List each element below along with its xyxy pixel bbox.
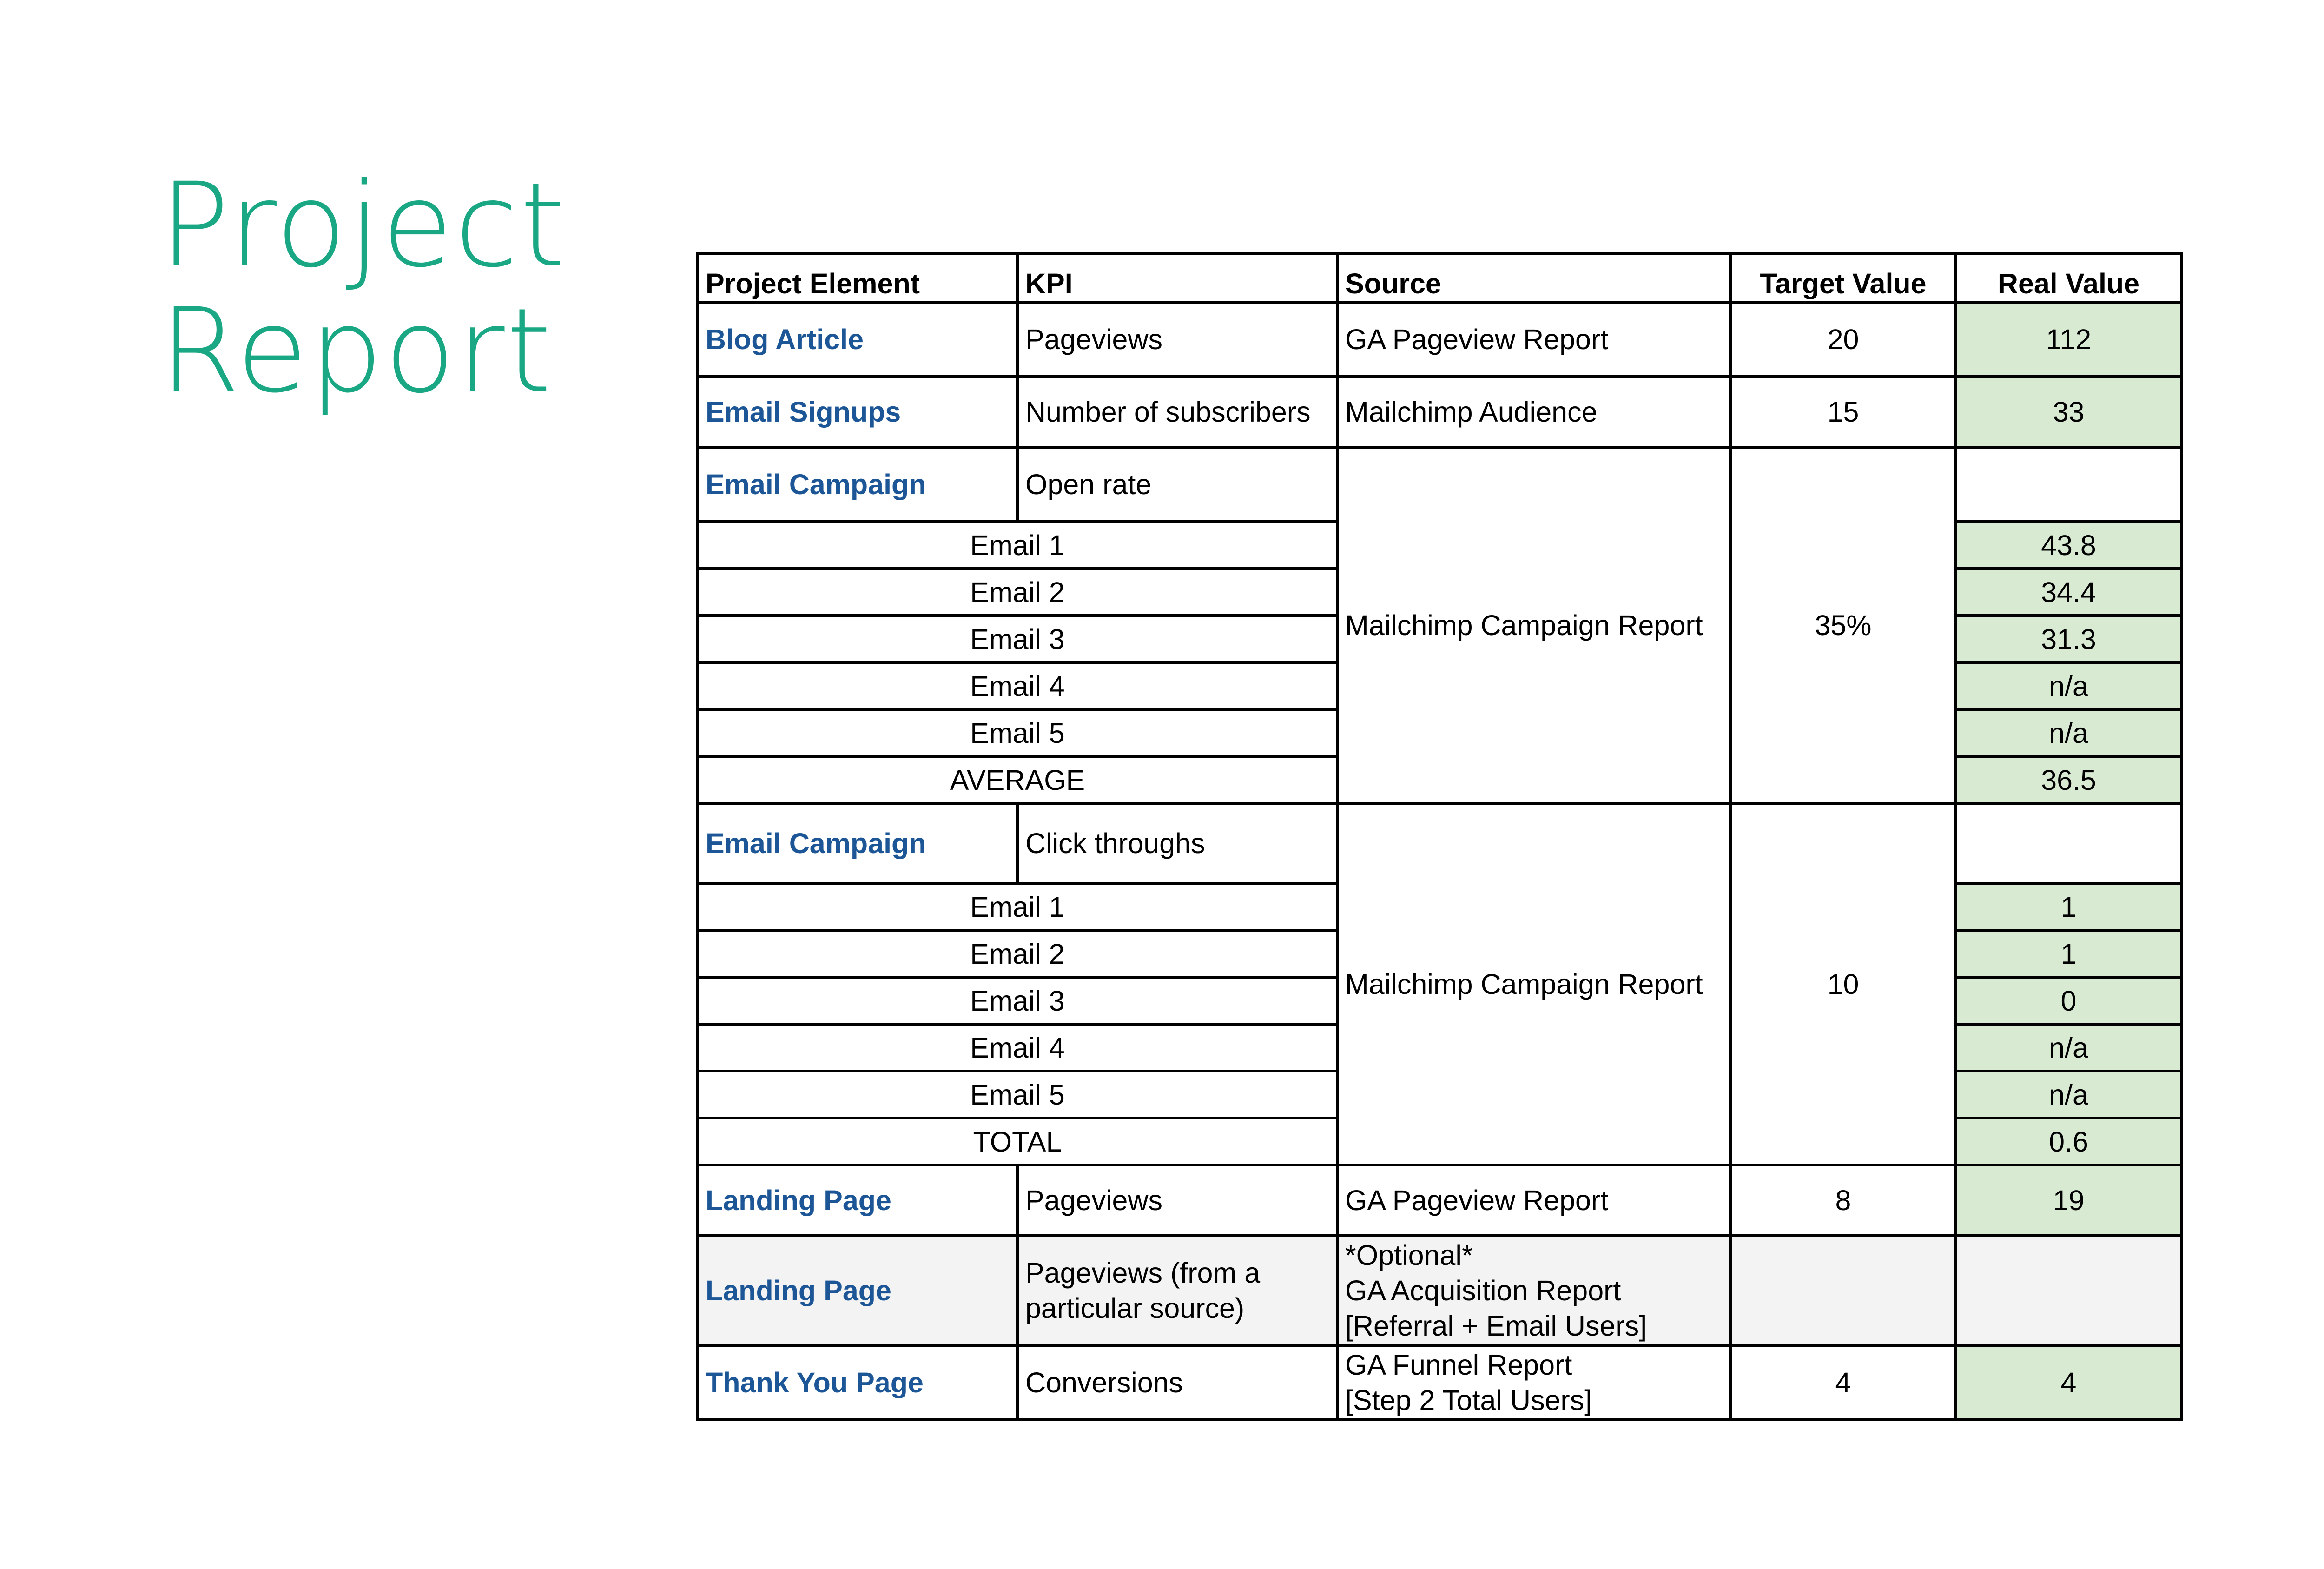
sub-row-label: Email 3 [698,616,1337,662]
element-email-campaign: Email Campaign [698,803,1017,883]
sub-row-label: Email 2 [698,930,1337,977]
source-line: *Optional* [1345,1239,1473,1271]
target-value-cell [1730,1236,1956,1345]
kpi-line: Pageviews (from a [1025,1257,1261,1289]
sub-row-label: Email 4 [698,662,1337,709]
header-project-element: Project Element [698,254,1017,302]
target-value-cell: 10 [1730,803,1956,1165]
title-line-1: Project [159,158,567,293]
real-value-cell: 1 [1956,930,2181,977]
kpi-cell: Number of subscribers [1017,377,1337,447]
real-value-cell: 4 [1956,1345,2181,1420]
element-landing-page: Landing Page [698,1236,1017,1345]
source-cell: GA Pageview Report [1337,1165,1730,1236]
table-row [698,803,2181,883]
title-line-2: Report [159,283,553,418]
source-cell: Mailchimp Campaign Report [1337,803,1730,1165]
table-row [698,302,2181,377]
sub-row-label: Email 5 [698,1071,1337,1118]
target-value-cell: 35% [1730,447,1956,803]
project-report-table [696,252,2183,1421]
sub-row-label: Email 2 [698,569,1337,616]
target-value-cell: 4 [1730,1345,1956,1420]
real-value-cell: n/a [1956,1071,2181,1118]
real-value-cell: 43.8 [1956,522,2181,569]
page-title [159,158,567,418]
header-real-value: Real Value [1956,254,2181,302]
real-value-cell: n/a [1956,662,2181,709]
kpi-cell [1017,1236,1337,1345]
header-source: Source [1337,254,1730,302]
real-value-cell: 33 [1956,377,2181,447]
kpi-cell: Open rate [1017,447,1337,522]
kpi-line: particular source) [1025,1292,1245,1324]
source-cell: GA Pageview Report [1337,302,1730,377]
average-label: AVERAGE [698,756,1337,803]
kpi-cell: Conversions [1017,1345,1337,1420]
real-value-cell: 0 [1956,977,2181,1024]
average-value: 36.5 [1956,756,2181,803]
element-blog-article: Blog Article [698,302,1017,377]
real-value-cell [1956,447,2181,522]
real-value-cell [1956,1236,2181,1345]
sub-row-label: Email 1 [698,522,1337,569]
real-value-cell: n/a [1956,709,2181,756]
source-cell: Mailchimp Audience [1337,377,1730,447]
real-value-cell: 1 [1956,883,2181,930]
source-line: GA Funnel Report [1345,1349,1572,1381]
element-thank-you-page: Thank You Page [698,1345,1017,1420]
element-landing-page: Landing Page [698,1165,1017,1236]
table-row [698,1165,2181,1236]
kpi-cell: Pageviews [1017,302,1337,377]
source-line: [Referral + Email Users] [1345,1310,1647,1342]
total-label: TOTAL [698,1118,1337,1165]
real-value-cell: 19 [1956,1165,2181,1236]
source-cell [1337,1345,1730,1420]
target-value-cell: 8 [1730,1165,1956,1236]
table-header-row [698,254,2181,302]
source-cell: Mailchimp Campaign Report [1337,447,1730,803]
table-row [698,377,2181,447]
source-line: [Step 2 Total Users] [1345,1384,1592,1416]
source-line: GA Acquisition Report [1345,1275,1621,1306]
table-row [698,447,2181,522]
kpi-cell: Click throughs [1017,803,1337,883]
element-email-signups: Email Signups [698,377,1017,447]
sub-row-label: Email 3 [698,977,1337,1024]
header-kpi: KPI [1017,254,1337,302]
sub-row-label: Email 1 [698,883,1337,930]
target-value-cell: 20 [1730,302,1956,377]
total-value: 0.6 [1956,1118,2181,1165]
real-value-cell: n/a [1956,1024,2181,1071]
real-value-cell [1956,803,2181,883]
table-row [698,1345,2181,1420]
source-cell [1337,1236,1730,1345]
element-email-campaign: Email Campaign [698,447,1017,522]
real-value-cell: 31.3 [1956,616,2181,662]
real-value-cell: 34.4 [1956,569,2181,616]
table-row [698,1236,2181,1345]
kpi-cell: Pageviews [1017,1165,1337,1236]
header-target-value: Target Value [1730,254,1956,302]
sub-row-label: Email 4 [698,1024,1337,1071]
target-value-cell: 15 [1730,377,1956,447]
real-value-cell: 112 [1956,302,2181,377]
sub-row-label: Email 5 [698,709,1337,756]
